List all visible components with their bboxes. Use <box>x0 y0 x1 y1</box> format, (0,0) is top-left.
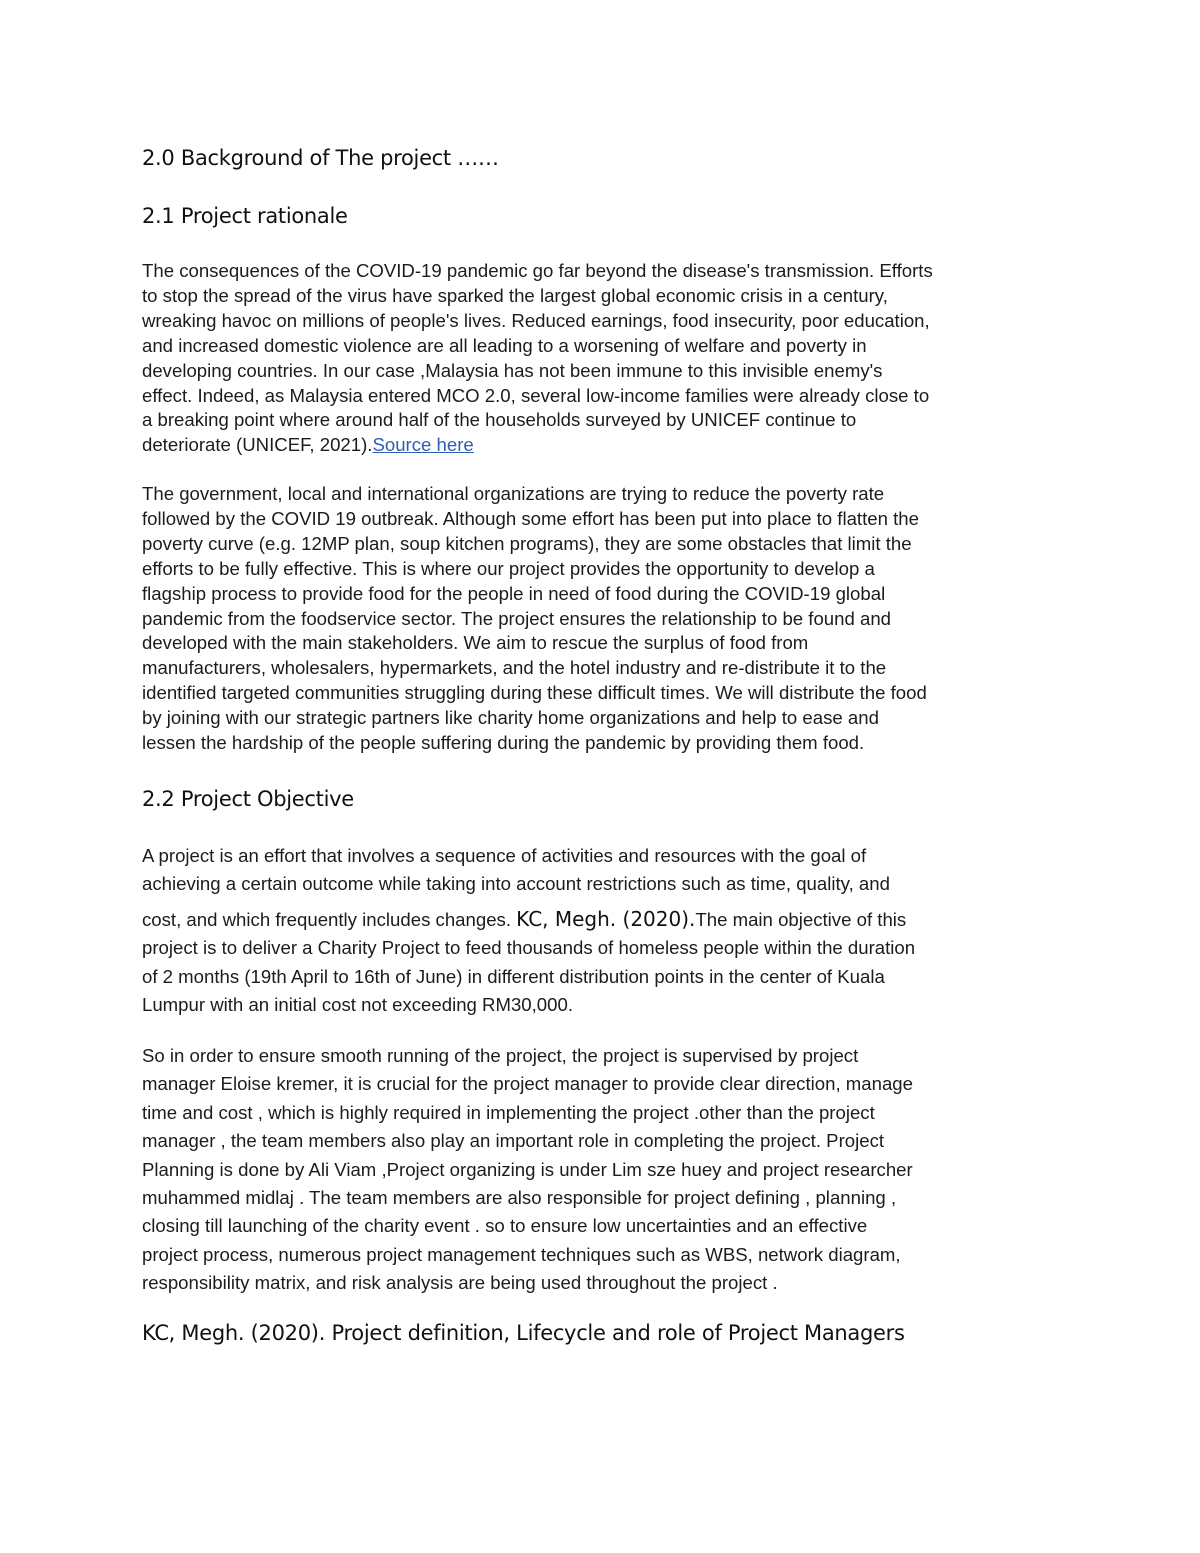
section-heading-rationale: 2.1 Project rationale <box>142 204 348 228</box>
team-line: muhammed midlaj . The team members are also responsible for project defining , planning , <box>142 1187 897 1209</box>
team-line: project process, numerous project management techniques such as WBS, network diagram, <box>142 1243 901 1265</box>
government-paragraph <box>142 482 1072 756</box>
government-line: lessen the hardship of the people suffering during the pandemic by providing them food. <box>142 732 865 754</box>
rationale-line: and increased domestic violence are all leading to a worsening of welfare and poverty in <box>142 334 867 356</box>
rationale-line: to stop the spread of the virus have sparked the largest global economic crisis in a century, <box>142 284 888 306</box>
government-line: flagship process to provide food for the people in need of food during the COVID-19 global <box>142 582 886 604</box>
rationale-line: The consequences of the COVID-19 pandemic go far beyond the disease's transmission. Efforts <box>142 260 933 281</box>
objective-text: The main objective of this <box>695 908 907 930</box>
rationale-line: developing countries. In our case ,Malaysia has not been immune to this invisible enemy's <box>142 359 883 381</box>
rationale-line: deteriorate (UNICEF, 2021). <box>142 434 373 456</box>
rationale-line: wreaking havoc on millions of people's lives. Reduced earnings, food insecurity, poor education, <box>142 309 930 331</box>
objective-line: A project is an effort that involves a sequence of activities and resources with the goal of <box>142 845 867 866</box>
rationale-paragraph <box>142 259 1072 458</box>
team-line: So in order to ensure smooth running of the project, the project is supervised by project <box>142 1045 859 1066</box>
team-line: responsibility matrix, and risk analysis are being used throughout the project . <box>142 1272 778 1294</box>
government-line: manufacturers, wholesalers, hypermarkets, and the hotel industry and re-distribute it to the <box>142 657 887 679</box>
government-line: by joining with our strategic partners like charity home organizations and help to ease and <box>142 707 879 729</box>
inline-citation: KC, Megh. (2020). <box>516 906 696 931</box>
government-line: identified targeted communities struggling during these difficult times. We will distribute the food <box>142 682 927 704</box>
objective-paragraph <box>142 842 1072 1019</box>
objective-line: project is to deliver a Charity Project to feed thousands of homeless people within the duration <box>142 937 916 959</box>
section-heading-objective: 2.2 Project Objective <box>142 787 354 811</box>
objective-line: Lumpur with an initial cost not exceeding RM30,000. <box>142 994 573 1016</box>
objective-line: achieving a certain outcome while taking into account restrictions such as time, quality, and <box>142 873 890 895</box>
rationale-line: effect. Indeed, as Malaysia entered MCO 2.0, several low-income families were already close to <box>142 384 930 406</box>
section-heading-background: 2.0 Background of The project …… <box>142 146 499 170</box>
reference-citation: KC, Megh. (2020). Project definition, Lifecycle and role of Project Managers <box>142 1321 905 1345</box>
government-line: developed with the main stakeholders. We aim to rescue the surplus of food from <box>142 632 809 654</box>
government-line: The government, local and international organizations are trying to reduce the poverty rate <box>142 483 885 504</box>
objective-text: cost, and which frequently includes changes. <box>142 908 517 930</box>
team-line: manager , the team members also play an important role in completing the project. Project <box>142 1130 885 1152</box>
team-line: time and cost , which is highly required in implementing the project .other than the project <box>142 1101 875 1123</box>
team-paragraph <box>142 1042 1072 1298</box>
government-line: pandemic from the foodservice sector. The project ensures the relationship to be found and <box>142 607 892 629</box>
source-link[interactable]: Source here <box>372 434 474 456</box>
team-line: Planning is done by Ali Viam ,Project organizing is under Lim sze huey and project researcher <box>142 1158 913 1180</box>
government-line: efforts to be fully effective. This is where our project provides the opportunity to develop a <box>142 557 875 579</box>
objective-citation-line <box>142 905 1072 934</box>
objective-line: of 2 months (19th April to 16th of June) in different distribution points in the center of Kuala <box>142 965 885 987</box>
team-line: closing till launching of the charity event . so to ensure low uncertainties and an effective <box>142 1215 868 1237</box>
team-line: manager Eloise kremer, it is crucial for the project manager to provide clear direction, manage <box>142 1073 913 1095</box>
rationale-last-line <box>142 433 1072 458</box>
rationale-line: a breaking point where around half of the households surveyed by UNICEF continue to <box>142 409 857 431</box>
government-line: followed by the COVID 19 outbreak. Although some effort has been put into place to flatten the <box>142 507 919 529</box>
government-line: poverty curve (e.g. 12MP plan, soup kitchen programs), they are some obstacles that limit the <box>142 532 912 554</box>
